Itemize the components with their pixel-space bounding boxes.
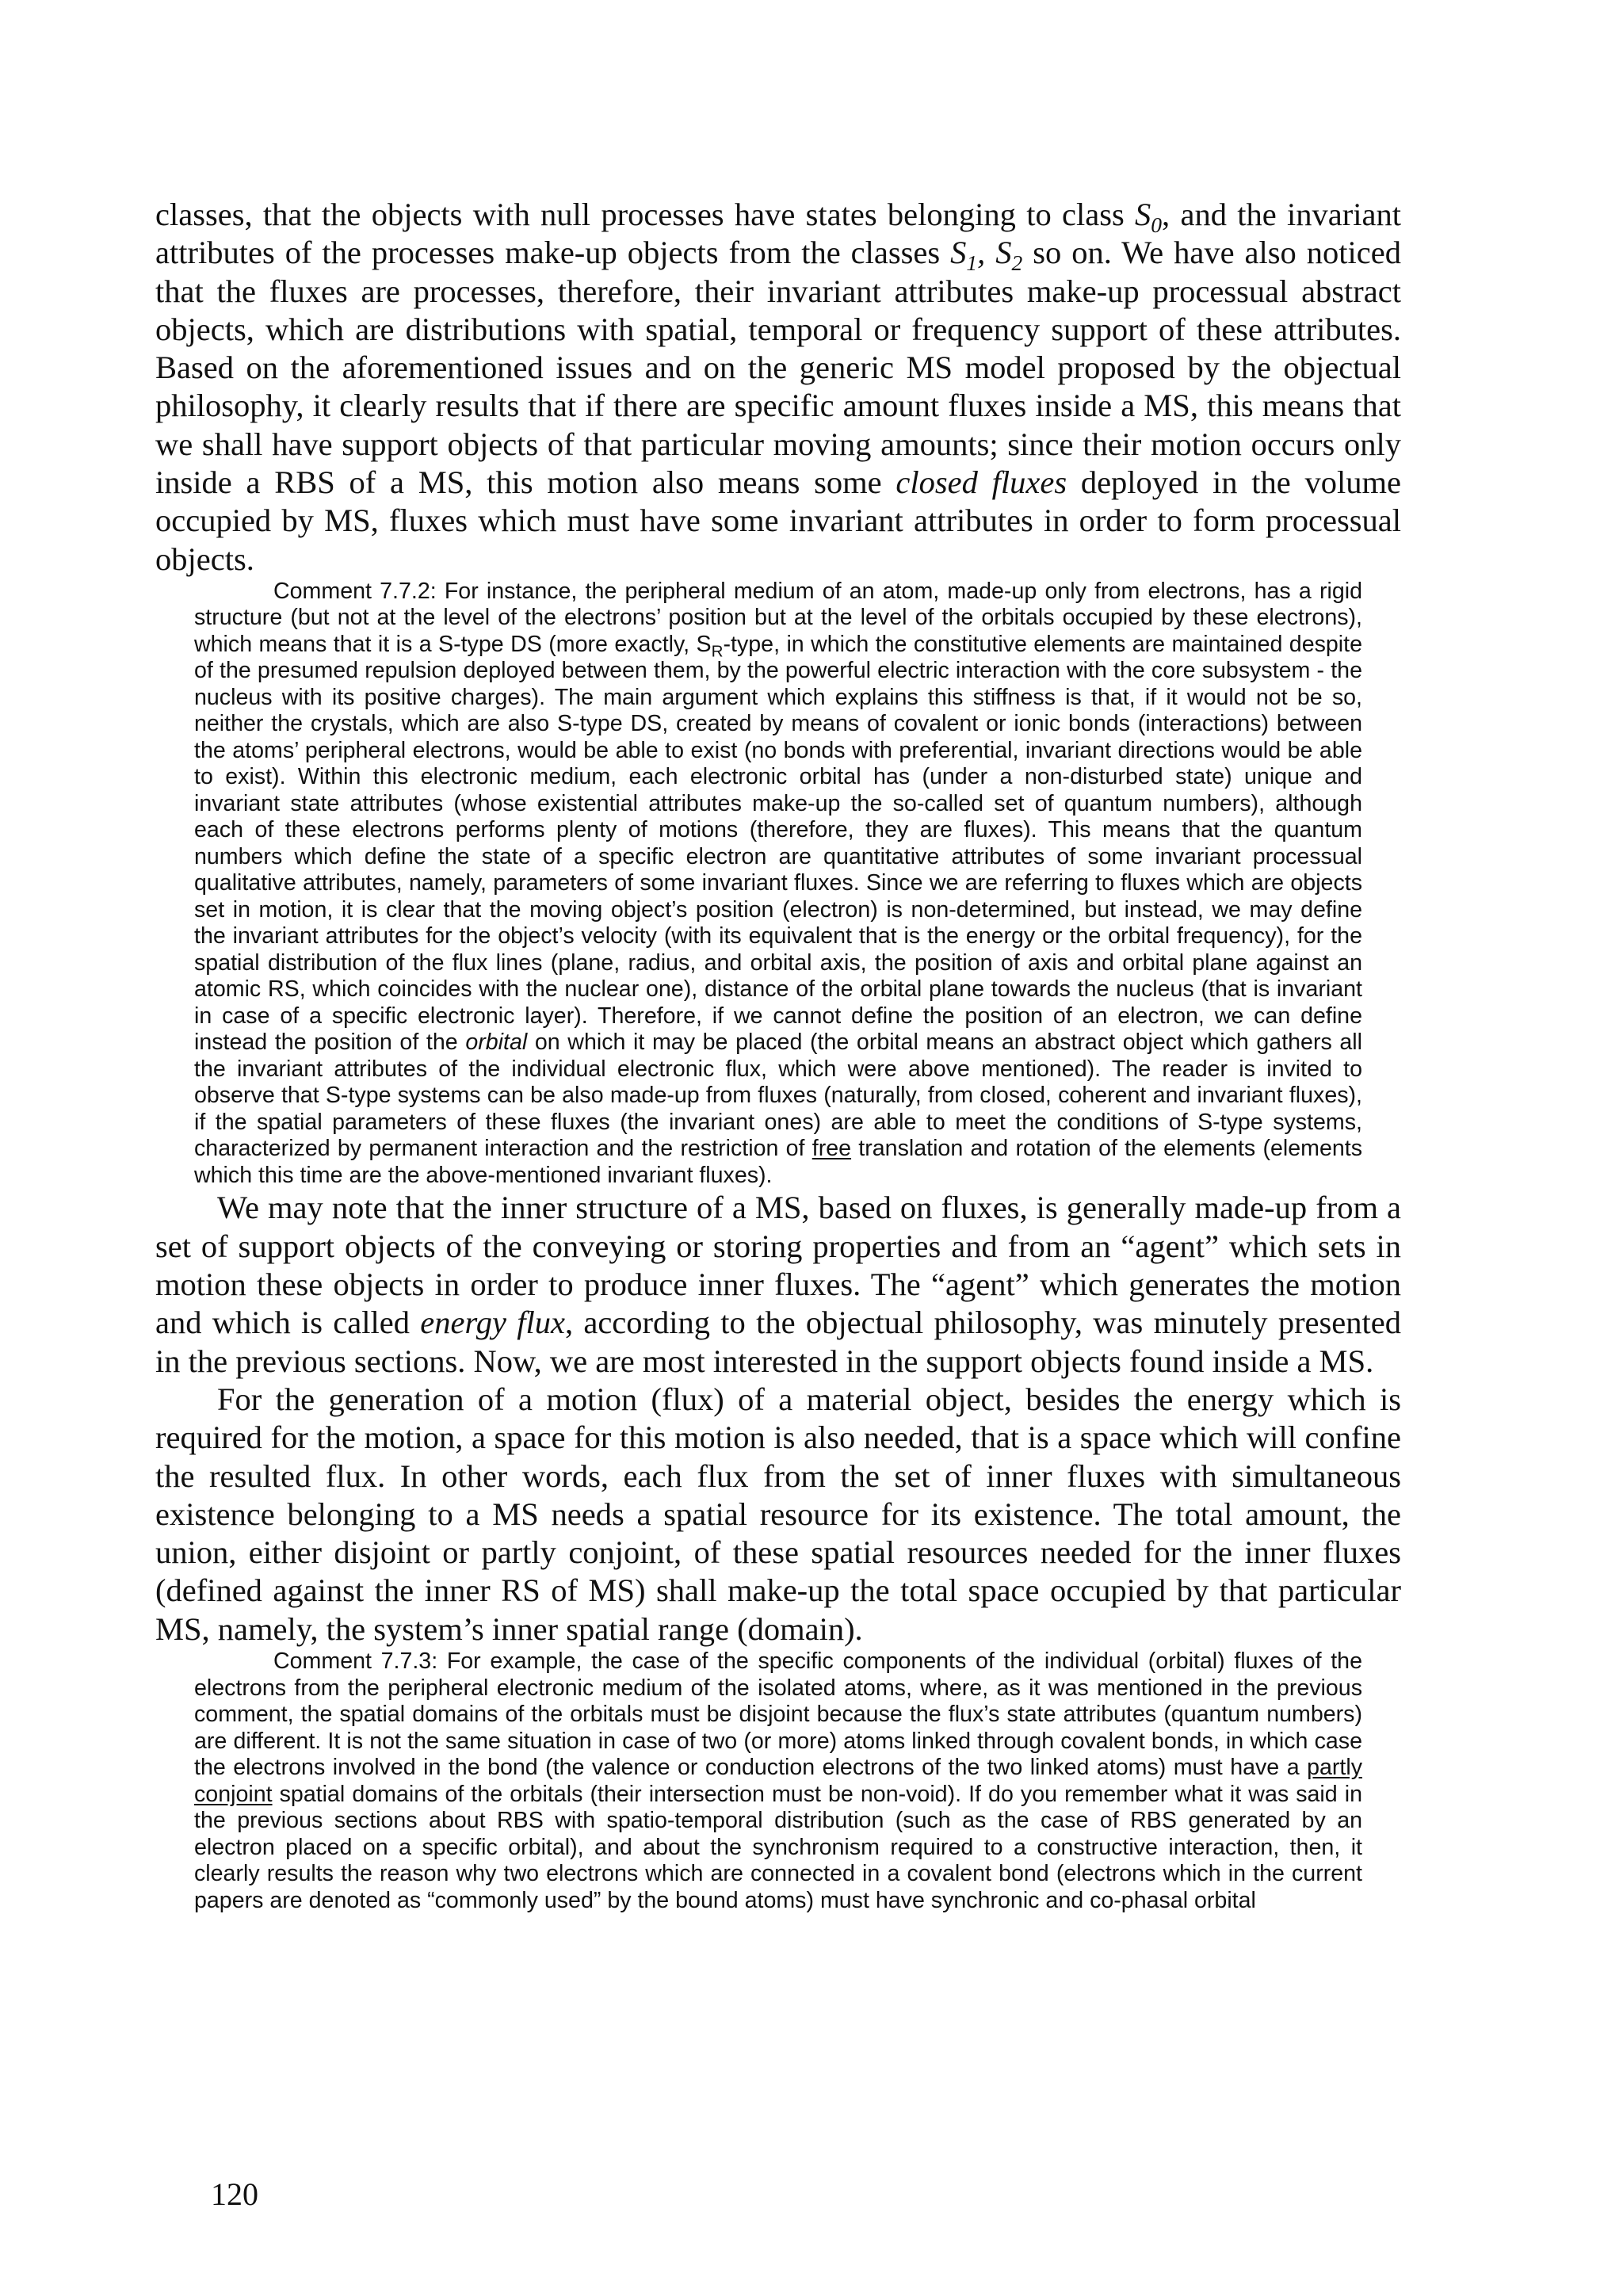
comment1-text-b: -type, in which the constitutive elements are maintained despite of the presumed repulsion deployed between them, by the powerful electric interaction with the core subsystem - the nucleus with its positive charges). The main argument which explains this stiffness is that, if it would not be so, neither the crystals, which are also S-type DS, created by means of covalent or ionic bonds (interactions) between the atoms’ peripheral electrons, would be able to exist (no bonds with preferential, invariant directions would be able to exist). Within this electronic medium, each electronic orbital has (under a non-disturbed state) unique and invariant state attributes (whose existential attributes make-up the so-called set of quantum numbers), although each of these electrons performs plenty of motions (therefore, they are fluxes). This means that the quantum numbers which define the state of a specific electron are quantitative attributes of some invariant processual qualitative attributes, namely, parameters of some invariant fluxes. Since we are referring to fluxes which are objects set in motion, it is clear that the moving object’s position (electron) is non-determined, but instead, we may define the invariant attributes for the object’s velocity (with its equivalent that is the energy or the orbital frequency), for the spatial distribution of the flux lines (plane, radius, and orbital axis, the position of axis and orbital plane against an atomic RS, which coincides with the nuclear one), distance of the orbital plane towards the nucleus (that is invariant in case of a specific electronic layer). Therefore, if we cannot define the position of an electron, we can define instead the position of the [194, 631, 1363, 1056]
para2-text-b: , according to the objectual philosophy, was minutely presented in the previous sections. Now, we are most interested in the support objects found inside a MS. [155, 1305, 1401, 1379]
comment2-text-b: spatial domains of the orbitals (their intersection must be non-void). If do you remember what it was said in the previous sections about RBS with spatio-temporal distribution (such as the case of RBS generated by an electron placed on a specific orbital), and about the synchronism required to a constructive interaction, then, it clearly results the reason why two electrons which are connected in a covalent bond (electrons which in the current papers are denoted as “commonly used” by the bound atoms) must have synchronic and co-phasal orbital [194, 1781, 1362, 1913]
paragraph-classes [155, 196, 1401, 579]
class-s2-letter: S [995, 235, 1012, 271]
class-s0-letter: S [1135, 197, 1151, 232]
class-s1-subscript: 1 [966, 250, 978, 276]
orbital-term: orbital [465, 1030, 528, 1056]
para1-text-d: deployed in the volume occupied by MS, fluxes which must have some invariant attributes in order to form processual objects. [155, 464, 1402, 577]
comment2-text-a: Comment 7.7.3: For example, the case of the specific components of the individual (orbital) fluxes of the electrons from the peripheral electronic medium of the isolated atoms, where, as it was mentioned in the previous comment, the spatial domains of the orbitals must be disjoint because the flux’s state attributes (quantum numbers) are different. It is not the same situation in case of two (or more) atoms linked through covalent bonds, in which case the electrons involved in the bond (the valence or conduction electrons of the two linked atoms) must have a [194, 1648, 1362, 1781]
page-number: 120 [211, 2176, 258, 2212]
paragraph-spatial-resource: For the generation of a motion (flux) of a material object, besides the energy which is required for the motion, a space for this motion is also needed, that is a space which will confine the resulted flux. In other words, each flux from the set of inner fluxes with simultaneous existence belonging to a MS needs a spatial resource for its existence. The total amount, the union, either disjoint or partly conjoint, of these spatial resources needed for the inner fluxes (defined against the inner RS of MS) shall make-up the total space occupied by that particular MS, namely, the system’s inner spatial range (domain). [155, 1381, 1401, 1647]
energy-flux-term: energy flux [420, 1305, 565, 1341]
class-s2-subscript: 2 [1011, 250, 1023, 276]
class-s0-subscript: 0 [1151, 212, 1163, 238]
para1-text-a: classes, that the objects with null processes have states belonging to class [155, 197, 1136, 232]
paragraph-inner-structure [155, 1189, 1401, 1380]
para1-text-c: so on. We have also noticed that the fluxes are processes, therefore, their invariant attributes make-up processual abstract objects, which are distributions with spatial, temporal or frequency support of these attributes. Based on the aforementioned issues and on the generic MS model proposed by the objectual philosophy, it clearly results that if there are specific amount fluxes inside a MS, this means that we shall have support objects of that particular moving amounts; since their motion occurs only inside a RBS of a MS, this motion also means some [155, 235, 1401, 501]
sr-subscript: R [711, 642, 724, 661]
comment1-text-a: Comment 7.7.2: For instance, the peripheral medium of an atom, made-up only from electrons, has a rigid structure (but not at the level of the electrons’ position but at the level of the orbitals occupied by these electrons), which means that it is a S-type DS (more exactly, S [194, 578, 1362, 657]
class-separator: , [977, 235, 996, 271]
body-column [155, 196, 1401, 1914]
class-s1-letter: S [950, 235, 967, 271]
class-s0 [1135, 197, 1163, 238]
para2-text-a: We may note that the inner structure of a MS, based on fluxes, is generally made-up from a set of support objects of the conveying or storing properties and from an “agent” which sets in motion these objects in order to produce inner fluxes. The “agent” which generates the motion and which is called [155, 1190, 1401, 1341]
comment-7-7-2 [194, 579, 1362, 1190]
comment-7-7-3 [194, 1648, 1362, 1914]
closed-fluxes-term: closed fluxes [896, 464, 1067, 501]
para1-text-b: , and the invariant attributes of the processes make-up objects from the classes [155, 197, 1401, 271]
comment1-text-c: on which it may be placed (the orbital means an abstract object which gathers all the invariant attributes of the individual electronic flux, which were above mentioned). The reader is invited to observe that S-type systems can be also made-up from fluxes (naturally, from closed, coherent and invariant fluxes), if the spatial parameters of these fluxes (the invariant ones) are able to meet the conditions of S-type systems, characterized by permanent interaction and the restriction of [194, 1030, 1363, 1162]
partly-conjoint-term: partly conjoint [194, 1755, 1362, 1807]
free-term: free [812, 1136, 852, 1162]
class-s1 [950, 235, 1023, 276]
comment1-text-d: translation and rotation of the elements (elements which this time are the above-mentioned invariant fluxes). [194, 1136, 1362, 1188]
